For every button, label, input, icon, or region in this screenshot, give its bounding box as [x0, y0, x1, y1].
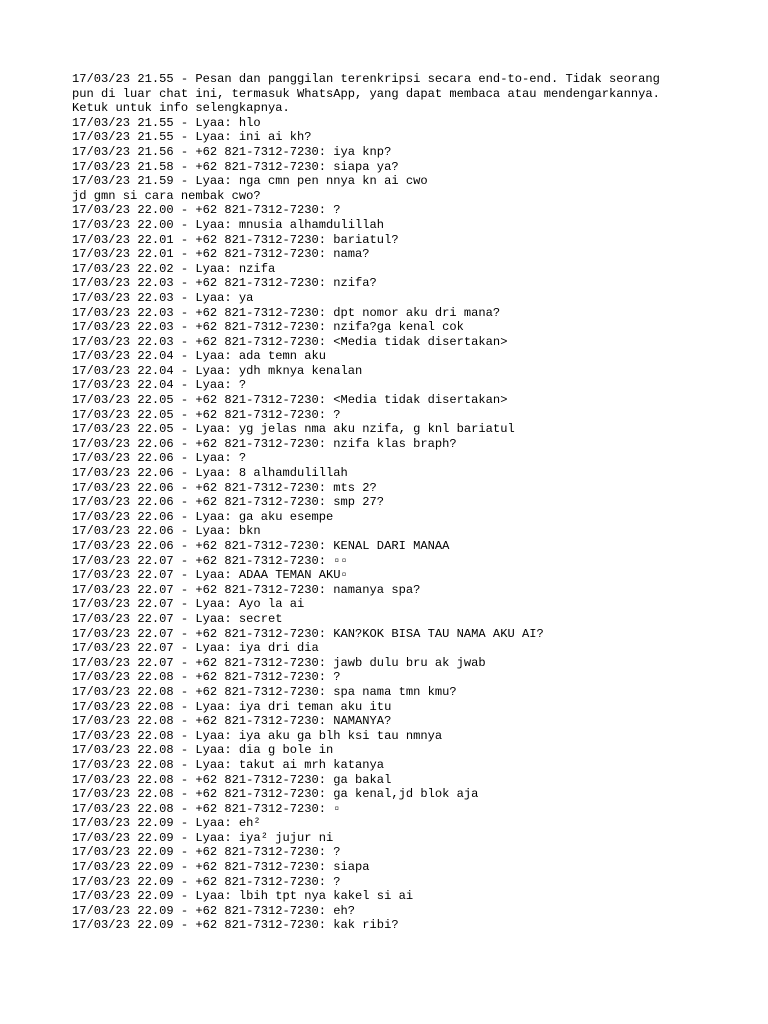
- chat-log-line: 17/03/23 22.08 - +62 821-7312-7230: ga kenal,jd blok aja: [72, 787, 479, 802]
- chat-log-line: 17/03/23 22.09 - +62 821-7312-7230: ?: [72, 874, 341, 889]
- chat-log-line: 17/03/23 22.08 - Lyaa: iya dri teman aku itu: [72, 699, 392, 714]
- chat-log-line: 17/03/23 22.05 - +62 821-7312-7230: <Media tidak disertakan>: [72, 393, 508, 408]
- chat-log-line: 17/03/23 21.58 - +62 821-7312-7230: siapa ya?: [72, 159, 399, 174]
- chat-log-line: 17/03/23 22.03 - +62 821-7312-7230: nzifa?: [72, 276, 377, 291]
- chat-log-line: 17/03/23 22.00 - Lyaa: mnusia alhamdulillah: [72, 217, 385, 232]
- chat-log-line: 17/03/23 22.06 - Lyaa: 8 alhamdulillah: [72, 466, 348, 481]
- chat-log-line: 17/03/23 21.55 - Lyaa: ini ai kh?: [72, 130, 312, 145]
- chat-log-line: 17/03/23 21.56 - +62 821-7312-7230: iya knp?: [72, 144, 392, 159]
- chat-log-line: 17/03/23 22.00 - +62 821-7312-7230: ?: [72, 203, 341, 218]
- chat-log-line: 17/03/23 22.08 - Lyaa: takut ai mrh katanya: [72, 757, 385, 772]
- chat-log-line: 17/03/23 22.06 - +62 821-7312-7230: smp 27?: [72, 495, 385, 510]
- chat-log-line: 17/03/23 22.03 - +62 821-7312-7230: nzifa?ga kenal cok: [72, 320, 464, 335]
- chat-log-line: 17/03/23 22.09 - Lyaa: iya² jujur ni: [72, 830, 334, 845]
- chat-log-line: 17/03/23 22.03 - +62 821-7312-7230: <Media tidak disertakan>: [72, 334, 508, 349]
- chat-log-line: 17/03/23 22.05 - Lyaa: yg jelas nma aku nzifa, g knl bariatul: [72, 422, 515, 437]
- chat-log-line: 17/03/23 22.09 - +62 821-7312-7230: siapa: [72, 860, 370, 875]
- chat-log-line: 17/03/23 22.09 - Lyaa: lbih tpt nya kakel si ai: [72, 889, 414, 904]
- chat-log-line: 17/03/23 22.01 - +62 821-7312-7230: bariatul?: [72, 232, 399, 247]
- chat-log-line: 17/03/23 22.02 - Lyaa: nzifa: [72, 261, 276, 276]
- chat-log-line: 17/03/23 22.03 - Lyaa: ya: [72, 290, 254, 305]
- chat-log-line: 17/03/23 22.06 - +62 821-7312-7230: nzifa klas braph?: [72, 436, 457, 451]
- chat-log-line: 17/03/23 22.07 - +62 821-7312-7230: ▫▫: [72, 553, 348, 568]
- chat-log-line: Ketuk untuk info selengkapnya.: [72, 101, 290, 116]
- chat-log-line: 17/03/23 22.06 - Lyaa: ?: [72, 451, 247, 466]
- chat-log-line: 17/03/23 22.01 - +62 821-7312-7230: nama?: [72, 247, 370, 262]
- chat-log-line: 17/03/23 22.08 - Lyaa: iya aku ga blh ksi tau nmnya: [72, 728, 443, 743]
- chat-log-line: 17/03/23 22.06 - +62 821-7312-7230: KENAL DARI MANAA: [72, 539, 450, 553]
- chat-log-line: 17/03/23 22.07 - +62 821-7312-7230: namanya spa?: [72, 582, 421, 597]
- chat-log-line: 17/03/23 21.59 - Lyaa: nga cmn pen nnya kn ai cwo: [72, 174, 428, 189]
- chat-log-line: 17/03/23 22.08 - +62 821-7312-7230: ga bakal: [72, 772, 392, 787]
- chat-log-text: [72, 72, 660, 933]
- chat-log-line: 17/03/23 22.07 - Lyaa: secret: [72, 611, 283, 626]
- chat-log-line: 17/03/23 22.07 - Lyaa: Ayo la ai: [72, 597, 305, 612]
- chat-log-line: 17/03/23 22.08 - +62 821-7312-7230: NAMANYA?: [72, 714, 392, 729]
- chat-log-line: jd gmn si cara nembak cwo?: [72, 188, 261, 203]
- chat-log-line: 17/03/23 22.07 - Lyaa: iya dri dia: [72, 641, 319, 656]
- chat-log-line: 17/03/23 22.04 - Lyaa: ada temn aku: [72, 349, 327, 364]
- chat-log-line: 17/03/23 22.09 - +62 821-7312-7230: ?: [72, 845, 341, 860]
- chat-log-line: 17/03/23 22.08 - +62 821-7312-7230: ?: [72, 670, 341, 685]
- chat-log-line: 17/03/23 21.55 - Lyaa: hlo: [72, 115, 261, 130]
- chat-log-line: 17/03/23 22.09 - +62 821-7312-7230: kak ribi?: [72, 918, 399, 933]
- chat-log-line: 17/03/23 22.06 - +62 821-7312-7230: mts 2?: [72, 480, 377, 495]
- chat-log-line: 17/03/23 22.07 - +62 821-7312-7230: jawb dulu bru ak jwab: [72, 655, 486, 670]
- chat-log-line: 17/03/23 22.06 - Lyaa: ga aku esempe: [72, 509, 334, 524]
- chat-log-line: pun di luar chat ini, termasuk WhatsApp, yang dapat membaca atau mendengarkannya.: [72, 86, 660, 101]
- chat-log-line: 17/03/23 22.07 - Lyaa: ADAA TEMAN AKU▫: [72, 568, 348, 583]
- chat-log-line: 17/03/23 22.04 - Lyaa: ?: [72, 378, 247, 393]
- chat-log-line: 17/03/23 22.08 - +62 821-7312-7230: spa nama tmn kmu?: [72, 684, 457, 699]
- chat-log-line: 17/03/23 22.07 - +62 821-7312-7230: KAN?KOK BISA TAU NAMA AKU AI?: [72, 626, 544, 641]
- chat-log-line: 17/03/23 22.09 - +62 821-7312-7230: eh?: [72, 903, 356, 918]
- chat-log-line: 17/03/23 22.06 - Lyaa: bkn: [72, 524, 261, 539]
- chat-log-line: 17/03/23 22.08 - +62 821-7312-7230: ▫: [72, 801, 341, 816]
- chat-log-line: 17/03/23 22.04 - Lyaa: ydh mknya kenalan: [72, 363, 363, 378]
- chat-log-line: 17/03/23 22.05 - +62 821-7312-7230: ?: [72, 407, 341, 422]
- chat-log-line: 17/03/23 22.09 - Lyaa: eh²: [72, 816, 261, 831]
- chat-log-line: 17/03/23 22.03 - +62 821-7312-7230: dpt nomor aku dri mana?: [72, 305, 501, 320]
- chat-log-line: 17/03/23 21.55 - Pesan dan panggilan terenkripsi secara end-to-end. Tidak seorang: [72, 72, 660, 86]
- chat-log-line: 17/03/23 22.08 - Lyaa: dia g bole in: [72, 743, 334, 758]
